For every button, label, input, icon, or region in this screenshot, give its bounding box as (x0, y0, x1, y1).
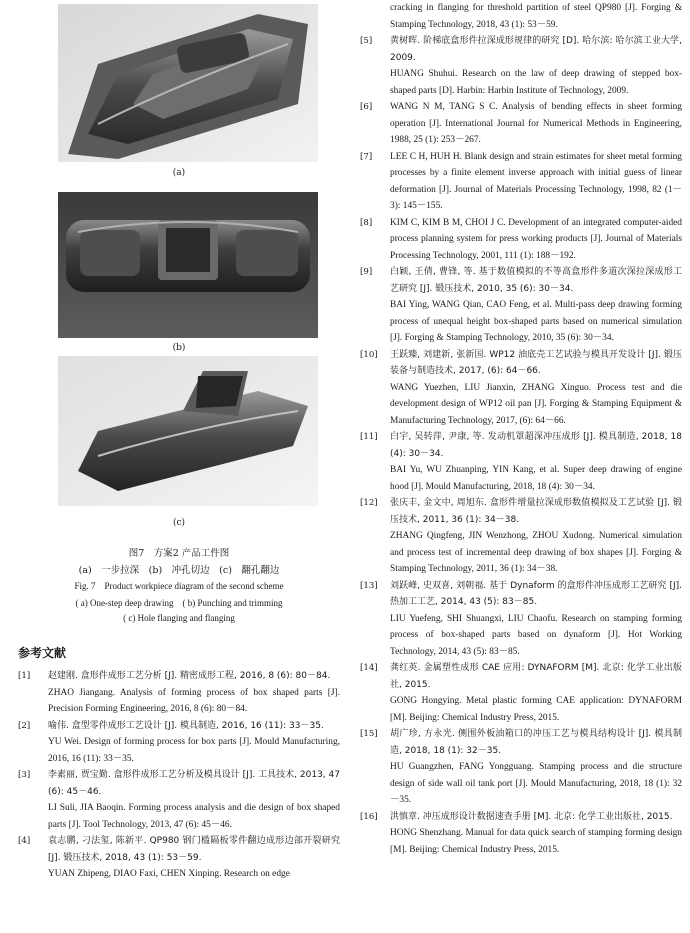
reference-number: [16] (360, 811, 378, 822)
reference-entry (360, 215, 682, 265)
reference-entry (360, 347, 682, 430)
figure-caption-en-sub1: ( a) One-step deep drawing ( b) Punching and trimming (75, 598, 283, 608)
reference-entry (360, 726, 682, 809)
reference-number: [13] (360, 580, 378, 591)
reference-text-en: KIM C, KIM B M, CHOI J C. Development of an integrated computer-aided process planning system for press working products [J]. Journal of Materials Processing Technology, 2001, 111 (1): 188－192. (390, 217, 682, 261)
reference-entry (360, 495, 682, 578)
reference-entry (360, 429, 682, 495)
references-heading: 参考文献 (18, 646, 67, 660)
reference-text-cn: 刘跃峰, 史双喜, 刘朝福. 基于 Dynaform 的盒形件冲压成形工艺研究 [J]. 热加工工艺, 2014, 43 (5): 83－85. (390, 580, 682, 607)
reference-text-en: HONG Shenzhang. Manual for data quick search of stamping forming design [M]. Beijing: Chemical Industry Press, 2015. (390, 828, 682, 855)
figure-caption-cn: 图7 方案2 产品工件图 (128, 548, 230, 559)
reference-text-cn: 张庆丰, 金文中, 周旭东. 盒形件增量拉深成形数值模拟及工艺试验 [J]. 锻压技术, 2011, 36 (1): 34－38. (390, 498, 682, 525)
panel-label-b: (b) (172, 343, 186, 353)
right-column (360, 0, 682, 858)
reference-number: [4] (18, 836, 31, 846)
reference-number: [5] (360, 36, 373, 46)
reference-text-cn: 李素丽, 贾宝勤. 盒形件成形工艺分析及模具设计 [J]. 工具技术, 2013, 47 (6): 45－46. (48, 770, 340, 797)
figure-caption-en-sub2: ( c) Hole flanging and flanging (123, 613, 235, 623)
reference-entry (360, 33, 682, 99)
reference-number: [6] (360, 102, 373, 112)
reference-entry (360, 149, 682, 215)
reference-text-en: LI Suli, JIA Baoqin. Forming process analysis and die design of box shaped parts [J]. Tool Technology, 2013, 47 (6): 45－46. (48, 803, 340, 830)
reference-number: [1] (18, 671, 31, 681)
reference-number: [15] (360, 729, 378, 739)
reference-text-en: YU Wei. Design of forming process for box parts [J]. Mould Manufacturing, 2016, 16 (11): 33－35. (48, 737, 340, 764)
reference-entry (18, 833, 340, 883)
reference-text-en: ZHAO Jiangang. Analysis of forming process of box shaped parts [J]. Precision Forming Engineering, 2016, 8 (6): 80－84. (48, 687, 340, 714)
figure-photo-c (58, 356, 318, 506)
reference-entry (360, 99, 682, 149)
panel-label-a: (a) (172, 168, 186, 178)
reference-entry (360, 809, 682, 859)
reference-text-cn: 赵建刚. 盒形件成形工艺分析 [J]. 精密成形工程, 2016, 8 (6): 80－84. (48, 671, 331, 681)
reference-number: [9] (360, 267, 373, 277)
reference-text-en: BAI Ying, WANG Qian, CAO Feng, et al. Multi-pass deep drawing forming process of unequal height box-shaped parts based on numerical simulation [J]. Forging & Stamping Technology, 2010, 35 (6): 30－34. (390, 300, 682, 343)
reference-entry (18, 668, 340, 718)
reference-number: [11] (360, 432, 378, 442)
reference-number: [7] (360, 151, 373, 162)
reference-text-cn: 袁志鹏, 刁法玺, 陈新平. QP980 钢门槛隔板零件翻边成形边部开裂研究 [J]. 锻压技术, 2018, 43 (1): 53－59. (48, 836, 340, 863)
reference-text-cn: 白宇, 吴转萍, 尹康, 等. 发动机罩超深冲压成形 [J]. 模具制造, 2018, 18 (4): 30－34. (390, 432, 682, 459)
reference-text-cn: 龚红英. 金属塑性成形 CAE 应用: DYNAFORM [M]. 北京: 化学工业出版社, 2015. (390, 663, 682, 690)
reference-text-cn: 王跃臻, 刘建新, 张新国. WP12 油底壳工艺试验与模具开发设计 [J]. 锻压装备与制造技术, 2017, (6): 64－66. (390, 349, 682, 376)
reference-text-en: BAI Yu, WU Zhuanping, YIN Kang, et al. Super deep drawing of engine hood [J]. Mould Manufacturing, 2018, 18 (4): 30－34. (390, 465, 682, 492)
reference-number: [14] (360, 663, 378, 673)
reference-text-en: WANG Yuezhen, LIU Jianxin, ZHANG Xinguo. Process test and die development design of WP12 oil pan [J]. Forging & Stamping Equipment & Manufacturing Technology, 2017, (6): 64－66. (390, 382, 682, 426)
reference-4-continuation: cracking in flanging for threshold partition of steel QP980 [J]. Forging & Stamping Technology, 2018, 43 (1): 53－59. (390, 3, 682, 30)
reference-text-cn: 胡广珍, 方永光. 侧围外板油箱口的冲压工艺与模具结构设计 [J]. 模具制造, 2018, 18 (1): 32－35. (390, 729, 682, 756)
reference-text-en: HUANG Shuhui. Research on the law of deep drawing of stepped box-shaped parts [D]. Harbin: Harbin Institute of Technology, 2009. (390, 69, 682, 96)
reference-text-en: ZHANG Qingfeng, JIN Wenzhong, ZHOU Xudong. Numerical simulation and process test of incremental deep drawing of box shapes [J]. Forging & Stamping Technology, 2011, 36 (1): 34－38. (390, 531, 682, 574)
reference-text-en: WANG N M, TANG S C. Analysis of bending effects in sheet forming operation [J]. International Journal for Numerical Methods in Engineering, 1988, 25 (1): 253－267. (390, 102, 682, 145)
reference-text-en: HU Guangzhen, FANG Yongguang. Stamping process and die structure design of side wall oil tank port [J]. Mould Manufacturing, 2018, 18 (1): 32－35. (390, 762, 682, 805)
reference-number: [8] (360, 217, 373, 228)
reference-number: [2] (18, 720, 31, 731)
reference-entry (360, 578, 682, 661)
figure-caption-en: Fig. 7 Product workpiece diagram of the second scheme (74, 581, 284, 591)
reference-text-cn: 黄树晖. 阶梯底盒形件拉深成形规律的研究 [D]. 哈尔滨: 哈尔滨工业大学, 2009. (390, 36, 682, 63)
figure-photo-b (58, 192, 318, 338)
reference-entry (360, 660, 682, 726)
reference-number: [12] (360, 498, 378, 508)
reference-text-en: LIU Yuefeng, SHI Shuangxi, LIU Chaofu. Research on stamping forming process of box-shaped parts based on dynaform [J]. Hot Working Technology, 2014, 43 (5): 83－85. (390, 613, 682, 657)
references-list-right (360, 33, 682, 858)
reference-text-cn: 白颖, 王倩, 曹锋, 等. 基于数值模拟的不等高盒形件多道次深拉深成形工艺研究 [J]. 锻压技术, 2010, 35 (6): 30－34. (390, 267, 682, 294)
references-list-left (18, 668, 340, 883)
reference-text-en: YUAN Zhipeng, DIAO Faxi, CHEN Xinping. Research on edge (48, 869, 290, 879)
reference-text-en: LEE C H, HUH H. Blank design and strain estimates for sheet metal forming processes by a finite element inverse approach with initial guess of linear deformation [J]. Journal of Materials Processing Technology, 1998, 82 (1－3): 145－155. (390, 151, 682, 211)
figure-caption-cn-sub: (a) 一步拉深 (b) 冲孔切边 (c) 翻孔翻边 (78, 565, 280, 576)
reference-continuation (360, 0, 682, 33)
reference-entry (18, 718, 340, 768)
reference-text-en: GONG Hongying. Metal plastic forming CAE application: DYNAFORM [M]. Beijing: Chemical Industry Press, 2015. (390, 696, 682, 723)
reference-number: [10] (360, 349, 378, 360)
reference-text-cn: 喻伟. 盒型零件成形工艺设计 [J]. 模具制造, 2016, 16 (11): 33－35. (48, 720, 324, 731)
reference-entry (360, 264, 682, 347)
figure-photo-a (58, 4, 318, 162)
reference-entry (18, 767, 340, 833)
reference-text-cn: 洪慎章. 冲压成形设计数据速查手册 [M]. 北京: 化学工业出版社, 2015. (390, 811, 673, 822)
panel-label-c: (c) (172, 518, 186, 528)
reference-number: [3] (18, 770, 31, 780)
